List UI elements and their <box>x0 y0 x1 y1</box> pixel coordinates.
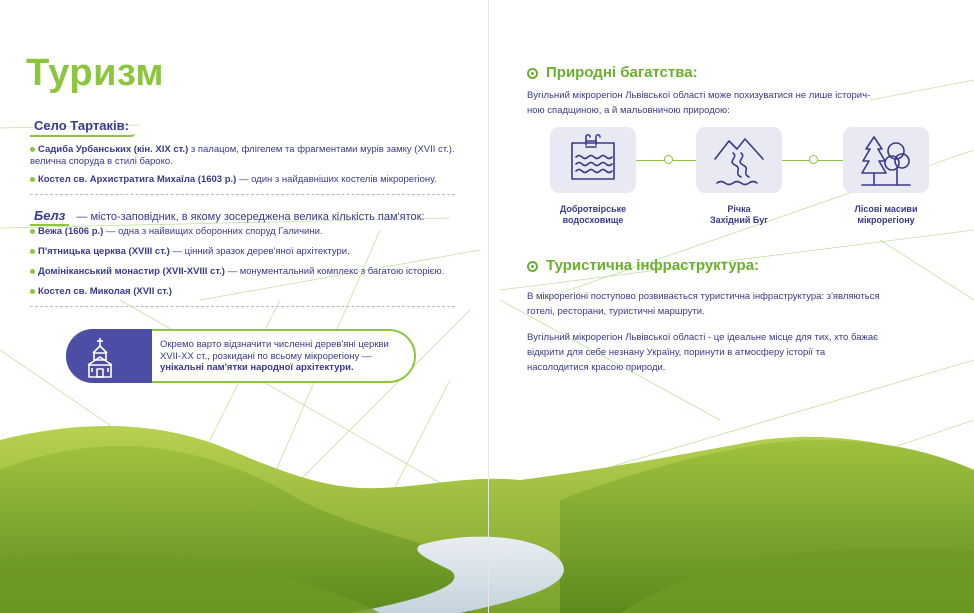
bullet-icon <box>30 229 35 234</box>
bullet-icon <box>30 177 35 182</box>
item-text: — монументальний комплекс з багатою історією. <box>224 266 445 277</box>
pool-icon <box>570 133 616 187</box>
section-heading-infrastructure <box>527 257 759 274</box>
section-marker-icon <box>527 261 538 272</box>
card-caption <box>538 204 648 225</box>
paragraph-line: Вугільний мікрорегіон Львівської області - це ідеальне місце для тих, хто бажає <box>527 332 878 343</box>
bullet-icon <box>30 289 35 294</box>
list-item <box>30 246 470 258</box>
list-item <box>30 286 470 298</box>
infra-paragraph-2 <box>527 330 878 375</box>
bullet-icon <box>30 269 35 274</box>
page-fold <box>488 0 489 613</box>
nature-card <box>550 127 636 193</box>
section-marker-icon <box>527 68 538 79</box>
bullet-icon <box>30 249 35 254</box>
callout-text <box>160 339 410 374</box>
section-title: Природні багатства: <box>546 64 698 81</box>
church-icon <box>66 329 152 383</box>
connector-node <box>664 155 673 164</box>
nature-intro <box>527 88 870 118</box>
item-title: Костел св. Миколая (XVII ст.) <box>38 286 172 297</box>
paragraph-line: готелі, ресторани, туристичні маршрути. <box>527 306 705 317</box>
item-title: Домініканський монастир (XVII-XVIII ст.) <box>38 266 225 277</box>
caption-line: Лісові масиви <box>854 204 918 214</box>
list-item <box>30 174 470 186</box>
forest-icon <box>860 133 912 189</box>
river-icon <box>713 133 765 189</box>
item-title: Костел св. Архистратига Михаїла (1603 р.) <box>38 174 237 185</box>
divider <box>30 194 455 195</box>
list-item <box>30 144 470 168</box>
nature-card <box>696 127 782 193</box>
caption-line: Добротвірське <box>559 204 627 214</box>
item-title: П'ятницька церква (XVIII ст.) <box>38 246 170 257</box>
section-heading-nature <box>527 64 698 81</box>
card-caption <box>684 204 794 225</box>
callout-line: Окремо варто відзначити численні дерев'яні церкви <box>160 339 389 350</box>
divider <box>30 306 455 307</box>
caption-line: Річка <box>727 204 751 214</box>
caption-line: Західний Буг <box>710 214 768 225</box>
connector-node <box>809 155 818 164</box>
paragraph-line: ною спадщиною, а й мальовничою природою: <box>527 105 730 116</box>
nature-card <box>843 127 929 193</box>
belz-name: Белз <box>30 208 69 226</box>
item-text-cont: велична споруда в стилі бароко. <box>30 156 173 167</box>
callout-bold: унікальні пам'ятки народної архітектури. <box>160 362 354 373</box>
callout-line: XVII-XX ст., розкидані по всьому мікрорегіону — <box>160 350 372 362</box>
paragraph-line: В мікрорегіоні поступово розвивається туристична інфраструктура: з'являються <box>527 291 880 302</box>
item-text: — цінний зразок дерев'яної архітектури. <box>169 246 350 257</box>
item-text: — один з найдавніших костелів мікрорегіону. <box>236 174 437 185</box>
section-title: Туристична інфраструктура: <box>546 257 760 274</box>
belz-description: — місто-заповідник, в якому зосереджена велика кількість пам'яток: <box>73 211 425 223</box>
caption-line: мікрорегіону <box>857 214 915 225</box>
item-text: — одна з найвищих оборонних споруд Галичини. <box>103 226 323 237</box>
card-caption <box>831 204 941 225</box>
item-text: з палацом, флігелем та фрагментами мурів замку (XVII ст.). <box>188 144 455 155</box>
section-heading-belz <box>30 208 425 226</box>
page-title: Туризм <box>26 52 165 94</box>
paragraph-line: Вугільний мікрорегіон Львівської області може похизуватися не лише історич- <box>527 90 871 101</box>
callout-box <box>66 329 416 383</box>
paragraph-line: відкрити для себе незнану Україну, поринути в атмосферу історії та <box>527 347 826 358</box>
item-title: Садиба Урбанських (кін. XIX ст.) <box>38 144 189 155</box>
list-item <box>30 226 470 238</box>
bullet-icon <box>30 147 35 152</box>
callout-badge <box>66 329 152 383</box>
paragraph-line: насолодитися красою природи. <box>527 362 666 373</box>
section-heading-village: Село Тартаків: <box>30 118 135 137</box>
list-item <box>30 266 470 278</box>
caption-line: водосховище <box>562 214 624 225</box>
infra-paragraph-1 <box>527 289 880 319</box>
item-title: Вежа (1606 р.) <box>38 226 104 237</box>
